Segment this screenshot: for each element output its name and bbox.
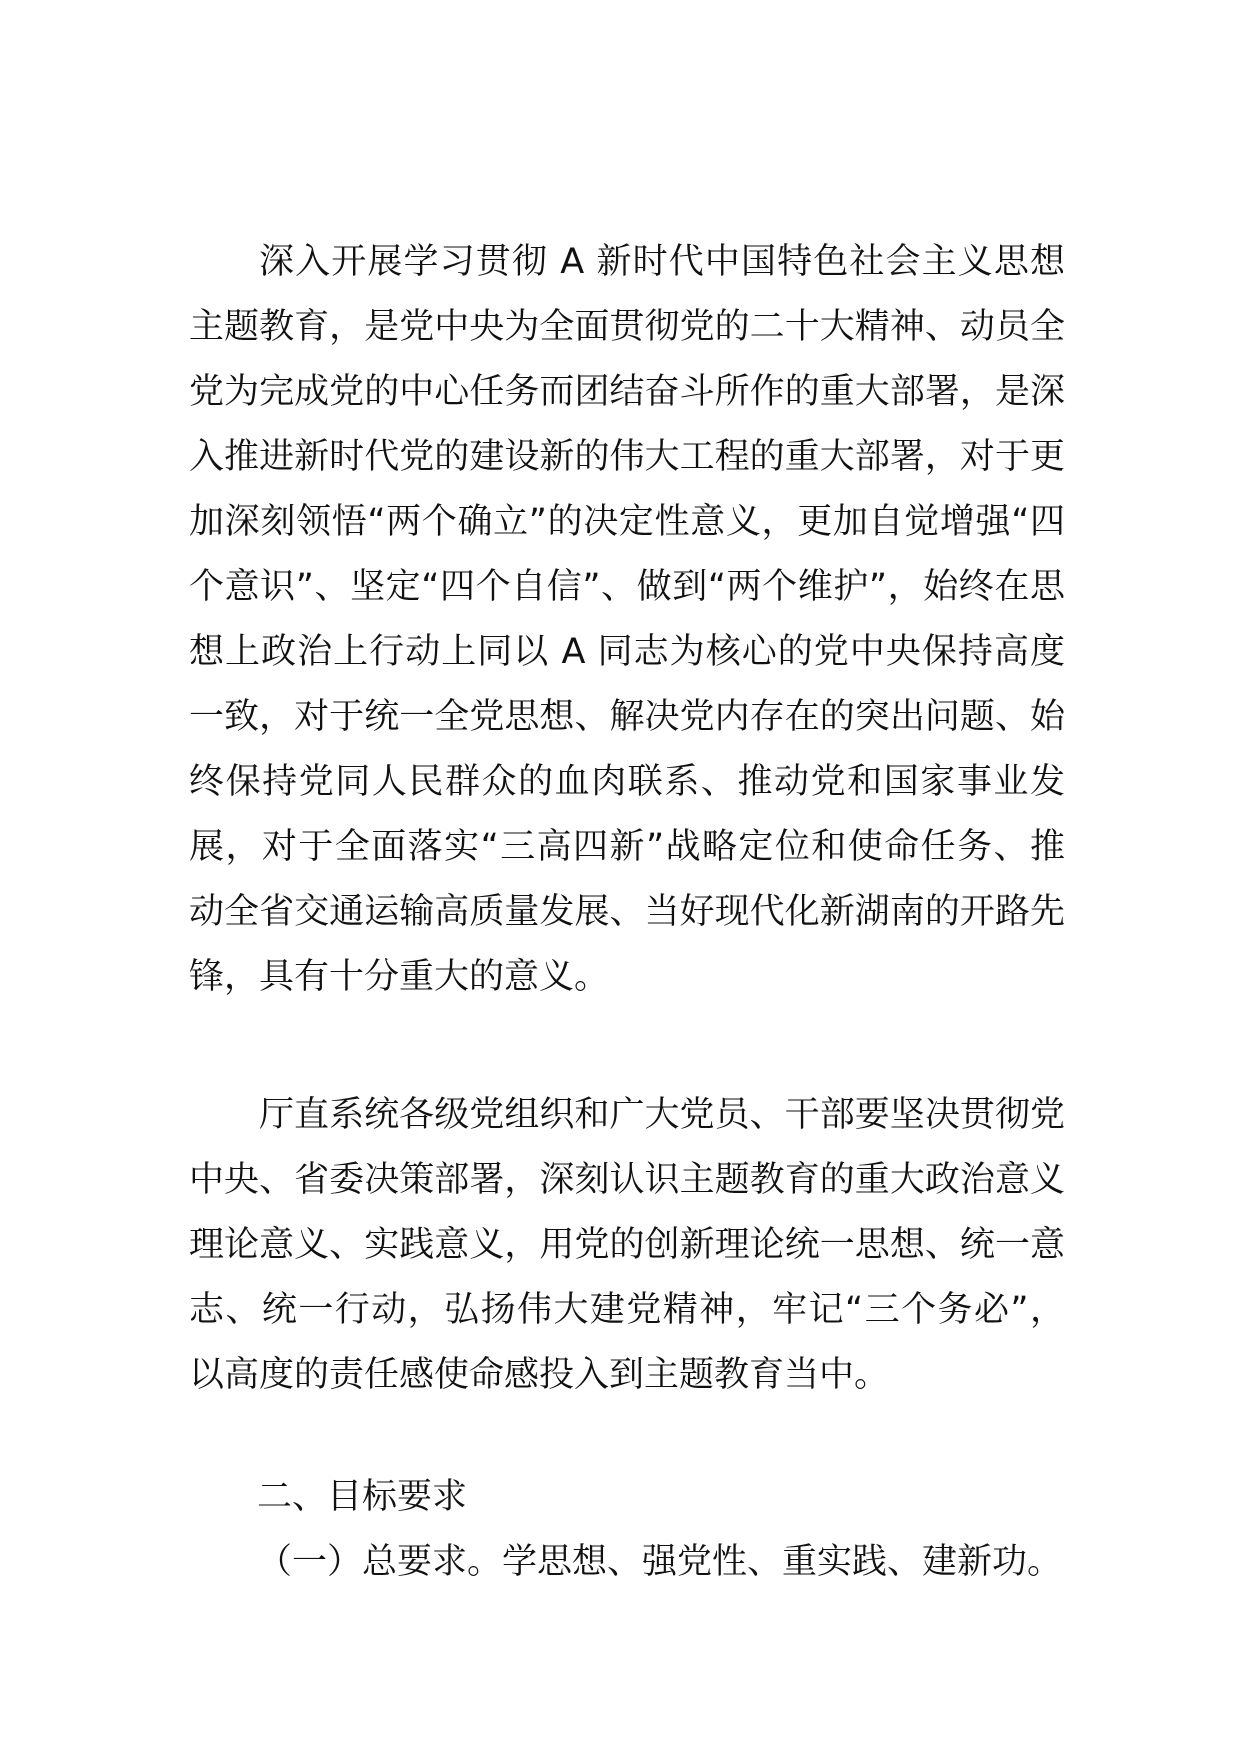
subsection-heading: （一）总要求。学思想、强党性、重实践、建新功。 bbox=[257, 1542, 1063, 1582]
body-paragraph: 深入开展学习贯彻 A 新时代中国特色社会主义思想主题教育，是党中央为全面贯彻党的二十大精神、动员全党为完成党的中心任务而团结奋斗所作的重大部署，是深入推进新时代党的建设新的伟大工程的重大部署，对于更加深刻领悟“两个确立”的决定性意义，更加自觉增强“四个意识”、坚定“四个自信”、做到“两个维护”，始终在思想上政治上行动上同以 A 同志为核心的党中央保持高度一致，对于统一全党思想、解决党内存在的突出问题、始终保持党同人民群众的血肉联系、推动党和国家事业发展，对于全面落实“三高四新”战略定位和使命任务、推动全省交通运输高质量发展、当好现代化新湖南的开路先锋，具有十分重大的意义。 bbox=[189, 242, 1065, 997]
section-heading: 二、目标要求 bbox=[257, 1477, 468, 1517]
body-paragraph: 厅直系统各级党组织和广大党员、干部要坚决贯彻党中央、省委决策部署，深刻认识主题教育的重大政治意义理论意义、实践意义，用党的创新理论统一思想、统一意志、统一行动，弘扬伟大建党精神，牢记“三个务必”，以高度的责任感使命感投入到主题教育当中。 bbox=[189, 1095, 1065, 1395]
